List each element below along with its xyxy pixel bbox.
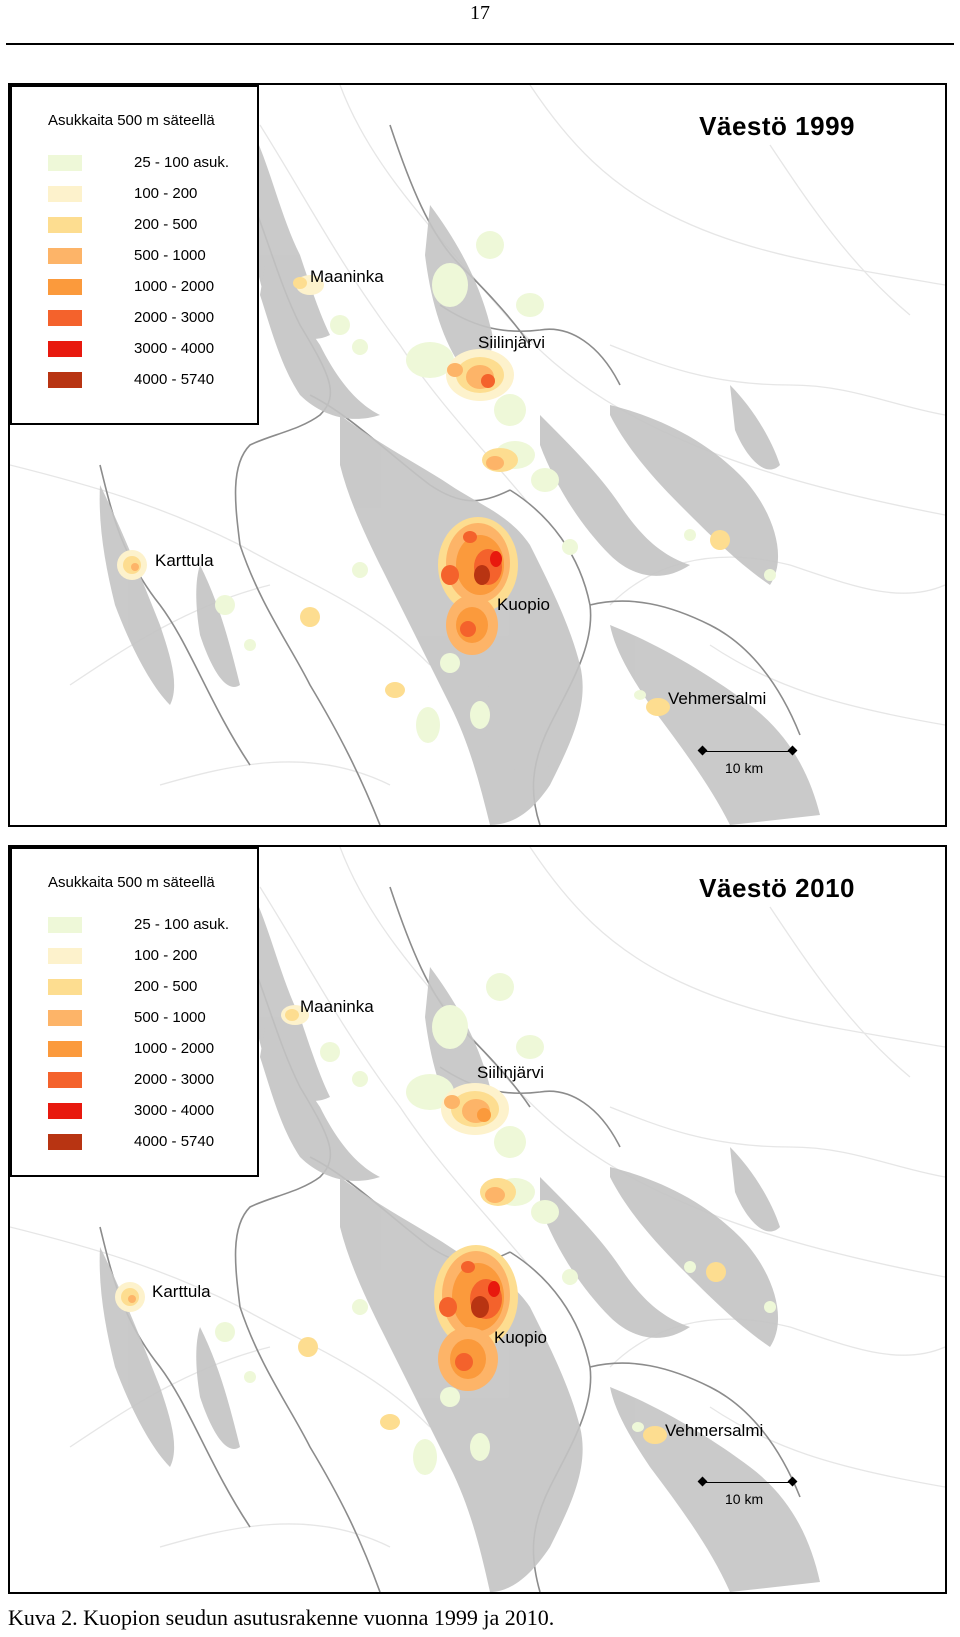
legend-title: Asukkaita 500 m säteellä xyxy=(48,874,215,891)
legend-swatch xyxy=(48,186,82,202)
legend-item xyxy=(48,155,248,173)
map-title: Väestö 1999 xyxy=(699,111,855,141)
legend-item xyxy=(48,217,248,235)
legend-label: 4000 - 5740 xyxy=(134,371,215,388)
place-label-vehmersalmi: Vehmersalmi xyxy=(665,1421,764,1440)
legend-label: 200 - 500 xyxy=(134,978,198,995)
legend-item xyxy=(48,1072,248,1090)
scale-label: 10 km xyxy=(725,760,764,776)
header-rule xyxy=(6,43,954,45)
legend-swatch xyxy=(48,155,82,171)
legend-swatch xyxy=(48,1103,82,1119)
legend-label: 3000 - 4000 xyxy=(134,1102,215,1119)
legend-title: Asukkaita 500 m säteellä xyxy=(48,112,215,129)
legend-item xyxy=(48,1010,248,1028)
legend-swatch xyxy=(48,1010,82,1026)
legend-item xyxy=(48,279,248,297)
legend-item xyxy=(48,948,248,966)
place-label-karttula: Karttula xyxy=(152,1282,211,1301)
legend-label: 3000 - 4000 xyxy=(134,340,215,357)
place-label-vehmersalmi: Vehmersalmi xyxy=(668,689,767,708)
legend-label: 4000 - 5740 xyxy=(134,1133,215,1150)
scale-end-marker xyxy=(698,1477,708,1487)
legend-label: 500 - 1000 xyxy=(134,247,206,264)
legend-1999 xyxy=(10,85,259,425)
map-title: Väestö 2010 xyxy=(699,873,855,903)
legend-label: 500 - 1000 xyxy=(134,1009,206,1026)
legend-item xyxy=(48,248,248,266)
figure-caption: Kuva 2. Kuopion seudun asutusrakenne vuonna 1999 ja 2010. xyxy=(8,1605,555,1630)
legend-label: 1000 - 2000 xyxy=(134,278,215,295)
scale-end-marker xyxy=(788,1477,798,1487)
legend-label: 2000 - 3000 xyxy=(134,309,215,326)
legend-label: 25 - 100 asuk. xyxy=(134,916,230,933)
legend-item xyxy=(48,1103,248,1121)
scale-end-marker xyxy=(698,746,708,756)
place-label-kuopio: Kuopio xyxy=(494,1328,547,1347)
legend-swatch xyxy=(48,372,82,388)
legend-item xyxy=(48,310,248,328)
legend-label: 1000 - 2000 xyxy=(134,1040,215,1057)
place-label-maaninka: Maaninka xyxy=(300,997,374,1016)
legend-label: 100 - 200 xyxy=(134,947,198,964)
legend-label: 2000 - 3000 xyxy=(134,1071,215,1088)
legend-swatch xyxy=(48,917,82,933)
legend-swatch xyxy=(48,979,82,995)
legend-item xyxy=(48,979,248,997)
place-label-kuopio: Kuopio xyxy=(497,595,550,614)
scale-end-marker xyxy=(788,746,798,756)
legend-item xyxy=(48,1041,248,1059)
legend-item xyxy=(48,341,248,359)
legend-item xyxy=(48,917,248,935)
population-map-1999 xyxy=(8,83,947,827)
legend-swatch xyxy=(48,217,82,233)
legend-swatch xyxy=(48,948,82,964)
legend-swatch xyxy=(48,248,82,264)
legend-label: 25 - 100 asuk. xyxy=(134,154,230,171)
scale-line xyxy=(703,1482,793,1483)
legend-2010 xyxy=(10,847,259,1177)
scale-line xyxy=(703,751,793,752)
place-label-siilinjarvi: Siilinjärvi xyxy=(477,1063,545,1082)
place-label-siilinjarvi: Siilinjärvi xyxy=(478,333,546,352)
legend-swatch xyxy=(48,1041,82,1057)
place-label-maaninka: Maaninka xyxy=(310,267,384,286)
legend-swatch xyxy=(48,279,82,295)
legend-swatch xyxy=(48,310,82,326)
page-number: 17 xyxy=(470,2,490,24)
legend-item xyxy=(48,1134,248,1152)
place-label-karttula: Karttula xyxy=(155,551,214,570)
legend-label: 100 - 200 xyxy=(134,185,198,202)
scale-label: 10 km xyxy=(725,1491,764,1507)
legend-label: 200 - 500 xyxy=(134,216,198,233)
scale-bar xyxy=(697,746,797,776)
scale-bar xyxy=(697,1477,797,1507)
legend-swatch xyxy=(48,341,82,357)
legend-item xyxy=(48,186,248,204)
legend-swatch xyxy=(48,1072,82,1088)
legend-item xyxy=(48,372,248,390)
population-map-2010 xyxy=(8,845,947,1594)
legend-swatch xyxy=(48,1134,82,1150)
